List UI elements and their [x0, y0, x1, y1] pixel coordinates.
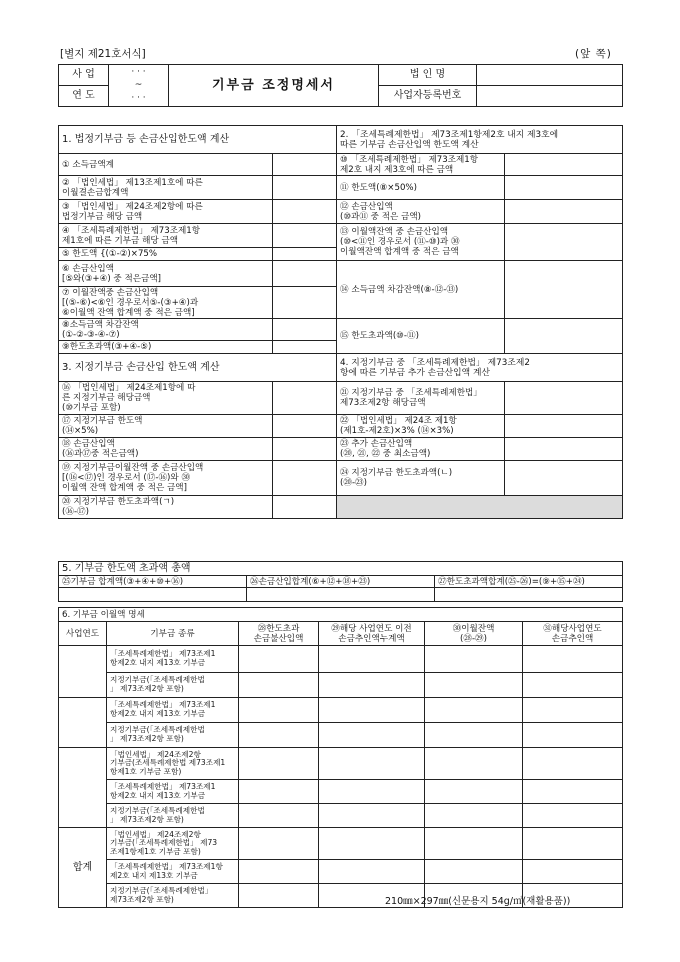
- col-27-value[interactable]: [435, 588, 623, 602]
- col-header-donation-type: 기부금 종류: [107, 622, 239, 646]
- section-3-title: 3. 지정기부금 손금산입 한도액 계산: [59, 354, 337, 382]
- row-17-label: ⑰ 지정기부금 한도액 (⑭×5%): [59, 415, 273, 438]
- row-18-value[interactable]: [273, 438, 337, 461]
- row-20-value[interactable]: [273, 496, 337, 519]
- table-row-kind: 「조세특례제한법」 제73조제1 항제2호 내지 제13호 기부금: [107, 646, 239, 673]
- row-5-label: ⑤ 한도액 {(①-②)×75%: [59, 248, 273, 261]
- table-cell[interactable]: [523, 698, 623, 723]
- title-table: [58, 64, 623, 107]
- table-cell[interactable]: [319, 828, 425, 860]
- row-4-value[interactable]: [273, 224, 337, 248]
- section-6-title: 6. 기부금 이월액 명세: [59, 608, 623, 622]
- row-2-value[interactable]: [273, 176, 337, 200]
- row-8-value[interactable]: [273, 319, 337, 341]
- row-19-label: ⑲ 지정기부금이월잔액 중 손금산입액 [(⑯<⑰)인 경우로서 (⑰-⑯)와 ㉚ 이월액 잔액 합계액 중 적은 금액]: [59, 461, 273, 496]
- table-cell[interactable]: [239, 673, 319, 698]
- corp-name-label: 법 인 명: [379, 65, 477, 86]
- year-cell-3[interactable]: [59, 748, 107, 828]
- page-side-label: (앞 쪽): [575, 48, 612, 60]
- table-cell[interactable]: [523, 780, 623, 804]
- biz-year-label-1: 사 업: [59, 65, 109, 86]
- table-cell[interactable]: [523, 828, 623, 860]
- row-15-label: ⑮ 한도초과액(⑩-⑪): [337, 319, 505, 354]
- section-5-title: 5. 기부금 한도액 초과액 총액: [59, 562, 623, 576]
- table-cell[interactable]: [319, 698, 425, 723]
- table-cell[interactable]: [523, 673, 623, 698]
- section-5-table: [58, 561, 623, 602]
- table-cell[interactable]: [239, 646, 319, 673]
- table-cell[interactable]: [239, 860, 319, 884]
- table-cell[interactable]: [523, 646, 623, 673]
- reg-no-label: 사업자등록번호: [379, 86, 477, 107]
- row-17-value[interactable]: [273, 415, 337, 438]
- table-row-kind: 지정기부금(「조세특례제한법 」 제73조제2항 포함): [107, 723, 239, 748]
- table-row-kind: 지정기부금(「조세특례제한법 」 제73조제2항 포함): [107, 804, 239, 828]
- table-cell[interactable]: [319, 780, 425, 804]
- row-6-value[interactable]: [273, 261, 337, 287]
- table-cell[interactable]: [425, 828, 523, 860]
- col-header-31: ㉛해당사업연도 손금추인액: [523, 622, 623, 646]
- year-cell-1[interactable]: [59, 646, 107, 698]
- table-cell[interactable]: [425, 646, 523, 673]
- row-7-label: ⑦ 이월잔액중 손금산입액 [(⑤-⑥)<⑥인 경우로서⑤-(③+④)과 ⑥이월액 잔액 합계액 중 적은 금액]: [59, 287, 273, 319]
- row-3-value[interactable]: [273, 200, 337, 224]
- row-14-value[interactable]: [505, 261, 623, 319]
- row-15-value[interactable]: [505, 319, 623, 354]
- row-13-value[interactable]: [505, 224, 623, 261]
- table-row-kind: 「조세특례제한법」 제73조제1항 제2호 내지 제13호 기부금: [107, 860, 239, 884]
- row-16-label: ⑯ 「법인세법」 제24조제1항에 따 른 지정기부금 해당금액 (⑩기부금 포함): [59, 382, 273, 415]
- row-13-label: ⑬ 이월액잔액 중 손금산입액 (⑩<⑪인 경우로서 (⑪-⑩)과 ㉚ 이월액잔액 합계액 중 적은 금액: [337, 224, 505, 261]
- table-cell[interactable]: [319, 673, 425, 698]
- table-cell[interactable]: [239, 884, 319, 908]
- col-25-value[interactable]: [59, 588, 247, 602]
- col-27-label: ㉗한도초과액합계(㉕-㉖)=(⑨+⑮+㉔): [435, 576, 623, 588]
- table-cell[interactable]: [425, 804, 523, 828]
- row-5-value[interactable]: [273, 248, 337, 261]
- row-24-value[interactable]: [505, 461, 623, 496]
- table-cell[interactable]: [523, 860, 623, 884]
- row-9-label: ⑨한도초과액(③+④-⑤): [59, 341, 273, 354]
- table-cell[interactable]: [319, 748, 425, 780]
- table-cell[interactable]: [239, 828, 319, 860]
- reg-no-field[interactable]: [477, 86, 623, 107]
- paper-spec-footer: 210㎜×297㎜(신문용지 54g/㎡(재활용품)): [385, 896, 571, 907]
- row-22-label: ㉒ 「법인세법」 제24조 제1항 (제1호-제2호)×3% (⑭×3%): [337, 415, 505, 438]
- table-cell[interactable]: [319, 723, 425, 748]
- col-26-label: ㉖손금산입합계(⑥+⑫+⑱+㉓): [247, 576, 435, 588]
- biz-period-field[interactable]: · · · ~ · · ·: [109, 65, 169, 107]
- row-23-value[interactable]: [505, 438, 623, 461]
- table-cell[interactable]: [239, 748, 319, 780]
- table-cell[interactable]: [523, 804, 623, 828]
- row-19-value[interactable]: [273, 461, 337, 496]
- table-row-kind: 「조세특례제한법」 제73조제1 항제2호 내지 제13호 기부금: [107, 698, 239, 723]
- row-4-label: ④ 「조세특례제한법」 제73조제1항 제1호에 따른 기부금 해당 금액: [59, 224, 273, 248]
- shaded-cell: [337, 496, 623, 519]
- form-title: 기부금 조정명세서: [169, 65, 379, 107]
- table-row-kind: 지정기부금(「조세특례제한법」 제73조제2항 포함): [107, 884, 239, 908]
- row-23-label: ㉓ 추가 손금산입액 (⑳, ㉑, ㉒ 중 최소금액): [337, 438, 505, 461]
- table-cell[interactable]: [425, 723, 523, 748]
- row-21-value[interactable]: [505, 382, 623, 415]
- row-12-value[interactable]: [505, 200, 623, 224]
- table-cell[interactable]: [319, 860, 425, 884]
- corp-name-field[interactable]: [477, 65, 623, 86]
- table-cell[interactable]: [425, 698, 523, 723]
- row-9-value[interactable]: [273, 341, 337, 354]
- form-number: [별지 제21호서식]: [60, 48, 146, 60]
- table-row-kind: 「법인세법」 제24조제2항 기부금(조세특례제한법 제73조제1 항제1호 기부금 포함): [107, 748, 239, 780]
- table-cell[interactable]: [425, 673, 523, 698]
- section-2-title: 2. 「조세특례제한법」 제73조제1항제2호 내지 제3호에 따른 기부금 손금산입액 한도액 계산: [337, 126, 623, 154]
- table-cell[interactable]: [523, 723, 623, 748]
- row-16-value[interactable]: [273, 382, 337, 415]
- table-row-kind: 「조세특례제한법」 제73조제1 항제2호 내지 제13호 기부금: [107, 780, 239, 804]
- row-22-value[interactable]: [505, 415, 623, 438]
- row-10-value[interactable]: [505, 154, 623, 176]
- row-14-label: ⑭ 소득금액 차감잔액(⑧-⑫-⑬): [337, 261, 505, 319]
- row-1-value[interactable]: [273, 154, 337, 176]
- table-cell[interactable]: [425, 780, 523, 804]
- table-cell[interactable]: [239, 804, 319, 828]
- row-21-label: ㉑ 지정기부금 중 「조세특례제한법」 제73조제2항 해당금액: [337, 382, 505, 415]
- section-1-title: 1. 법정기부금 등 손금산입한도액 계산: [59, 126, 337, 154]
- row-1-label: ① 소득금액계: [59, 154, 273, 176]
- row-10-label: ⑩ 「조세특례제한법」 제73조제1항 제2호 내지 제3호에 따른 금액: [337, 154, 505, 176]
- row-6-label: ⑥ 손금산입액 [⑤와(③+④) 중 적은금액]: [59, 261, 273, 287]
- col-header-biz-year: 사업연도: [59, 622, 107, 646]
- year-cell-2[interactable]: [59, 698, 107, 748]
- col-25-label: ㉕기부금 합계액(③+④+⑩+⑯): [59, 576, 247, 588]
- row-20-label: ⑳ 지정기부금 한도초과액(ㄱ) (⑯-⑰): [59, 496, 273, 519]
- section-6-table: [58, 607, 623, 908]
- row-11-label: ⑪ 한도액(⑧×50%): [337, 176, 505, 200]
- section-4-title: 4. 지정기부금 중 「조세특례제한법」 제73조제2 항에 따른 기부금 추가 손금산입액 계산: [337, 354, 623, 382]
- row-12-label: ⑫ 손금산입액 (⑩과⑪ 중 적은 금액): [337, 200, 505, 224]
- col-header-28: ㉘한도초과 손금불산입액: [239, 622, 319, 646]
- table-row-kind: 「법인세법」 제24조제2항 기부금(「조세특례제한법」 제73 조제1항제1호 기부금 포함): [107, 828, 239, 860]
- row-24-label: ㉔ 지정기부금 한도초과액(ㄴ) (⑳-㉓): [337, 461, 505, 496]
- table-cell[interactable]: [425, 860, 523, 884]
- row-7-value[interactable]: [273, 287, 337, 319]
- row-18-label: ⑱ 손금산입액 (⑯과⑰중 적은금액): [59, 438, 273, 461]
- row-11-value[interactable]: [505, 176, 623, 200]
- table-cell[interactable]: [523, 748, 623, 780]
- col-header-29: ㉙해당 사업연도 이전 손금추인액누계액: [319, 622, 425, 646]
- col-26-value[interactable]: [247, 588, 435, 602]
- row-3-label: ③ 「법인세법」 제24조제2항에 따른 법정기부금 해당 금액: [59, 200, 273, 224]
- table-cell[interactable]: [425, 748, 523, 780]
- table-cell[interactable]: [239, 780, 319, 804]
- total-label: 합계: [59, 828, 107, 908]
- table-row-kind: 지정기부금(「조세특례제한법 」 제73조제2항 포함): [107, 673, 239, 698]
- table-cell[interactable]: [319, 646, 425, 673]
- row-2-label: ② 「법인세법」 제13조제1호에 따른 이월결손금합계액: [59, 176, 273, 200]
- row-8-label: ⑧소득금액 차감잔액 (①-②-③-④-⑦): [59, 319, 273, 341]
- table-cell[interactable]: [239, 723, 319, 748]
- calc-table: [58, 125, 623, 519]
- table-cell[interactable]: [319, 804, 425, 828]
- table-cell[interactable]: [239, 698, 319, 723]
- col-header-30: ㉚이월잔액 (㉘-㉙): [425, 622, 523, 646]
- biz-year-label-2: 연 도: [59, 86, 109, 107]
